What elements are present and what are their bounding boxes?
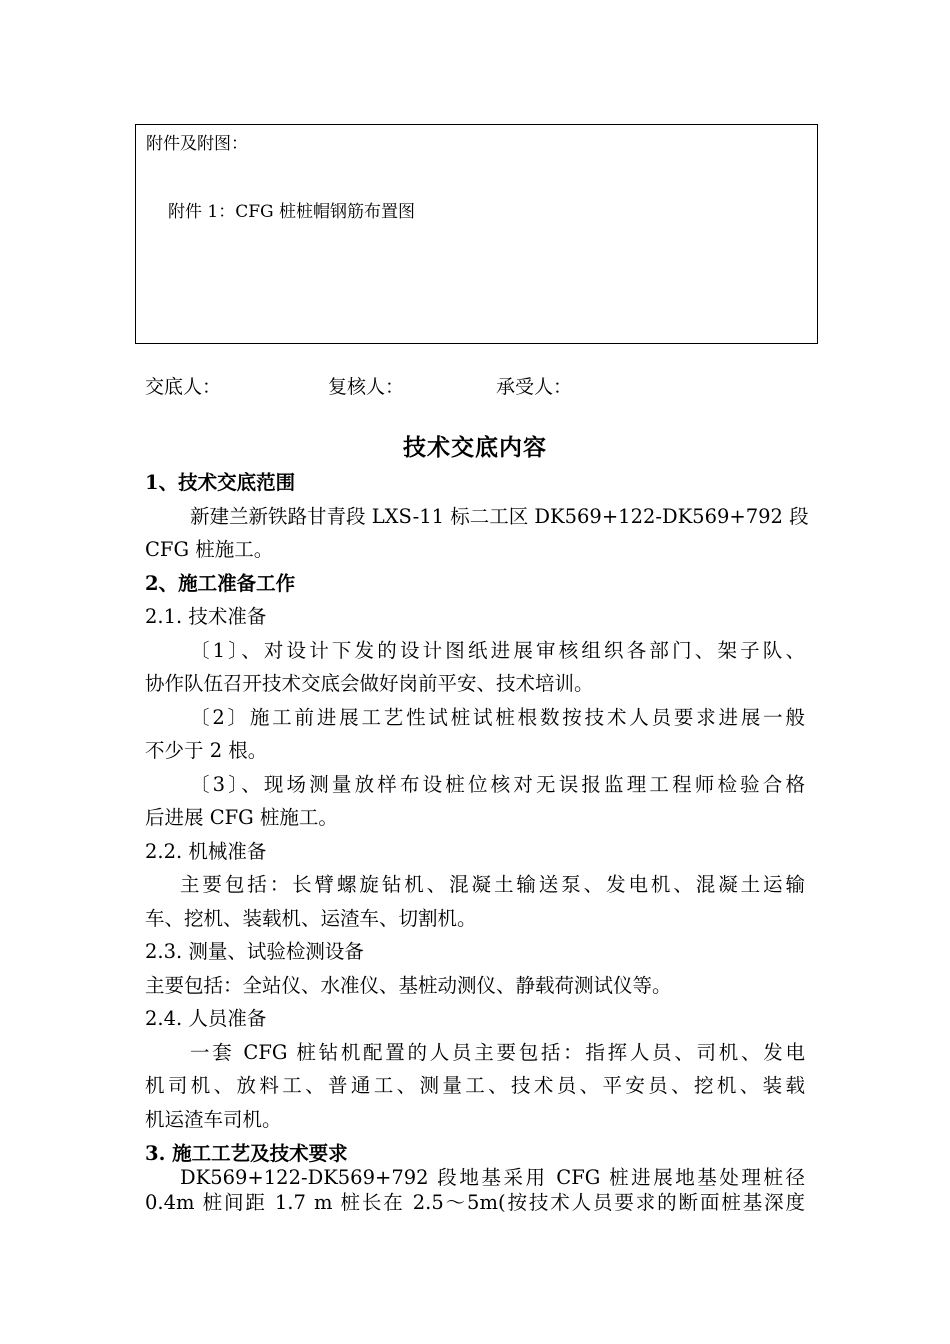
paragraph-line: 机司机、放料工、普通工、测量工、技术员、平安员、挖机、装载	[145, 1074, 805, 1097]
paragraph-line: 新建兰新铁路甘青段 LXS-11 标二工区 DK569+122-DK569+792 段	[190, 505, 809, 528]
paragraph-line: DK569+122-DK569+792 段地基采用 CFG 桩进展地基处理桩径	[180, 1166, 805, 1189]
paragraph-line: 主要包括：长臂螺旋钻机、混凝土输送泵、发电机、混凝土运输	[180, 873, 805, 896]
attachments-title: 附件及附图：	[146, 134, 248, 154]
paragraph-line: 0.4m 桩间距 1.7 m 桩长在 2.5～5m(按技术人员要求的断面桩基深度	[145, 1191, 805, 1214]
paragraph-line: 机运渣车司机。	[145, 1108, 282, 1131]
attachments-box	[135, 124, 818, 344]
attachment-item-1: 附件 1：CFG 桩桩帽钢筋布置图	[168, 202, 416, 222]
section-heading-1: 1、技术交底范围	[145, 471, 296, 494]
paragraph-line: 〔3〕、现场测量放样布设桩位核对无误报监理工程师检验合格	[190, 773, 805, 796]
subsection-heading: 2.1. 技术准备	[145, 605, 267, 628]
handover-signature-label: 交底人：	[145, 376, 222, 398]
paragraph-line: 协作队伍召开技术交底会做好岗前平安、技术培训。	[145, 672, 594, 695]
receiver-signature-label: 承受人：	[496, 376, 573, 398]
paragraph-line: CFG 桩施工。	[145, 538, 274, 561]
paragraph-line: 主要包括：全站仪、水准仪、基桩动测仪、静载荷测试仪等。	[145, 974, 672, 997]
paragraph-line: 〔2〕施工前进展工艺性试桩试桩根数按技术人员要求进展一般	[190, 706, 805, 729]
subsection-heading: 2.2. 机械准备	[145, 840, 267, 863]
section-heading-3: 3. 施工工艺及技术要求	[145, 1142, 348, 1165]
subsection-heading: 2.4. 人员准备	[145, 1007, 267, 1030]
paragraph-line: 后进展 CFG 桩施工。	[145, 806, 338, 829]
paragraph-line: 〔1〕、对设计下发的设计图纸进展审核组织各部门、架子队、	[190, 639, 805, 662]
section-heading-2: 2、施工准备工作	[145, 572, 296, 595]
reviewer-signature-label: 复核人：	[328, 376, 405, 398]
paragraph-line: 一套 CFG 桩钻机配置的人员主要包括：指挥人员、司机、发电	[190, 1041, 805, 1064]
subsection-heading: 2.3. 测量、试验检测设备	[145, 940, 364, 963]
paragraph-line: 不少于 2 根。	[145, 739, 268, 762]
paragraph-line: 车、挖机、装载机、运渣车、切割机。	[145, 907, 477, 930]
page-title: 技术交底内容	[403, 434, 547, 461]
